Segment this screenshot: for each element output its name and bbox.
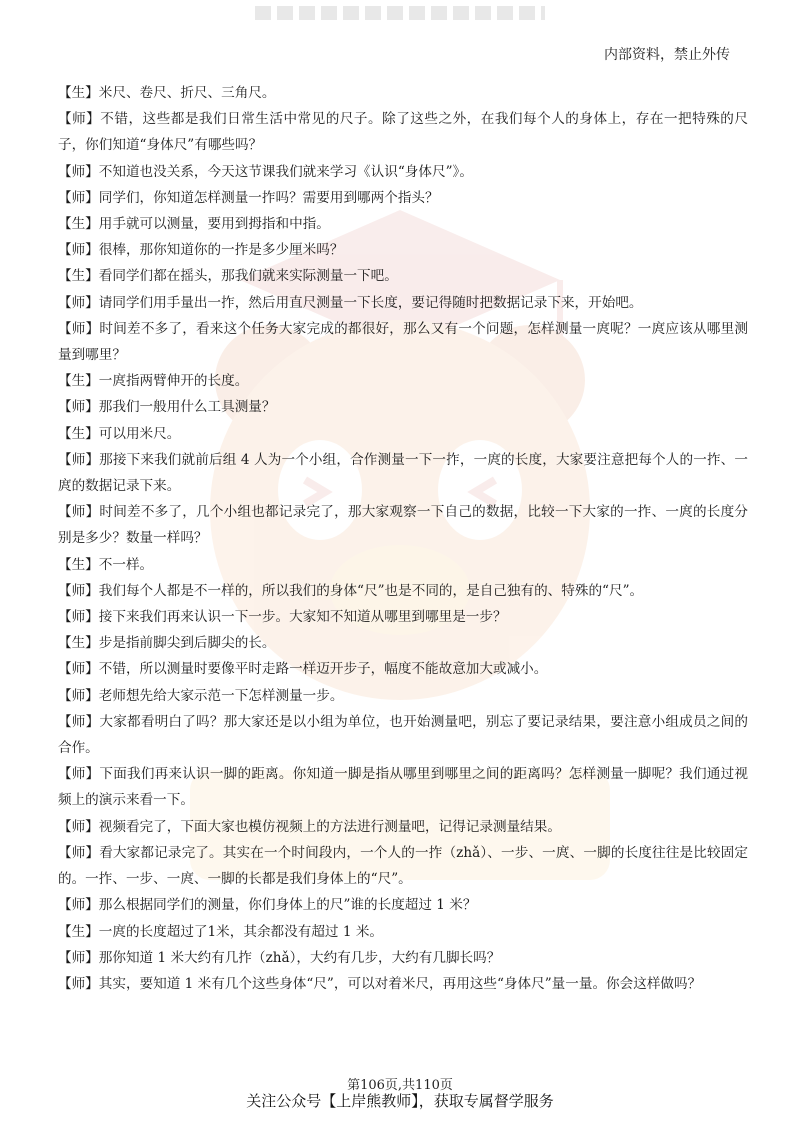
paragraph: 【师】那接下来我们就前后组 4 人为一个小组，合作测量一下一拃，一庹的长度，大家要注意把每个人的一拃、一庹的数据记录下来。 (58, 451, 748, 495)
paragraph: 【师】接下来我们再来认识一下一步。大家知不知道从哪里到哪里是一步？ (58, 609, 507, 626)
paragraph: 【生】不一样。 (58, 556, 154, 573)
paragraph: 【生】步是指前脚尖到后脚尖的长。 (58, 635, 276, 652)
paragraph: 【师】视频看完了，下面大家也模仿视频上的方法进行测量吧，记得记录测量结果。 (58, 818, 561, 835)
page-number: 第106页,共110页 (347, 1078, 453, 1093)
paragraph: 【师】不知道也没关系，今天这节课我们就来学习《认识“身体尺”》。 (58, 163, 473, 180)
paragraph: 【生】看同学们都在摇头，那我们就来实际测量一下吧。 (58, 268, 398, 285)
paragraph: 【师】时间差不多了，看来这个任务大家完成的都很好，那么又有一个问题，怎样测量一庹呢？一庹应该从哪里测量到哪里？ (58, 320, 748, 364)
paragraph: 【师】那我们一般用什么工具测量？ (58, 399, 276, 416)
paragraph: 【师】请同学们用手量出一拃，然后用直尺测量一下长度，要记得随时把数据记录下来，开始吧。 (58, 294, 643, 311)
paragraph: 【师】下面我们再来认识一脚的距离。你知道一脚是指从哪里到哪里之间的距离吗？怎样测量一脚呢？我们通过视频上的演示来看一下。 (58, 766, 748, 809)
top-cut-line (255, 6, 545, 20)
paragraph: 【师】大家都看明白了吗？那大家还是以小组为单位，也开始测量吧，别忘了要记录结果，要注意小组成员之间的合作。 (58, 713, 748, 757)
paragraph: 【生】用手就可以测量，要用到拇指和中指。 (58, 216, 330, 233)
paragraph: 【生】一庹指两臂伸开的长度。 (58, 373, 249, 390)
footer-promo: 关注公众号【上岸熊教师】，获取专属督学服务 (246, 1092, 554, 1110)
paragraph: 【师】那么根据同学们的测量，你们身体上的尺”谁的长度超过 1 米？ (58, 897, 477, 914)
paragraph: 【师】很棒，那你知道你的一拃是多少厘米吗？ (58, 242, 344, 259)
paragraph: 【师】时间差不多了，几个小组也都记录完了，那大家观察一下自己的数据，比较一下大家的一拃、一庹的长度分别是多少？数量一样吗？ (58, 504, 748, 547)
document-body (58, 80, 748, 997)
paragraph: 【生】米尺、卷尺、折尺、三角尺。 (58, 85, 276, 101)
paragraph: 【师】那你知道 1 米大约有几拃（zhǎ），大约有几步，大约有几脚长吗？ (58, 949, 501, 966)
paragraph: 【师】同学们，你知道怎样测量一拃吗？需要用到哪两个指头？ (58, 189, 439, 206)
paragraph: 【师】其实，要知道 1 米有几个这些身体“尺”，可以对着米尺，再用这些“身体尺”量一量。你会这样做吗？ (58, 975, 702, 992)
paragraph: 【师】不错，所以测量时要像平时走路一样迈开步子，幅度不能故意加大或减小。 (58, 661, 548, 678)
paragraph: 【师】老师想先给大家示范一下怎样测量一步。 (58, 687, 344, 704)
header-note: 内部资料，禁止外传 (604, 47, 730, 63)
paragraph: 【生】一庹的长度超过了1米，其余都没有超过 1 米。 (58, 923, 384, 940)
paragraph: 【师】我们每个人都是不一样的，所以我们的身体“尺”也是不同的，是自己独有的、特殊的“尺”。 (58, 582, 644, 599)
paragraph: 【生】可以用米尺。 (58, 425, 181, 442)
paragraph: 【师】看大家都记录完了。其实在一个时间段内，一个人的一拃（zhǎ）、一步、一庹、一脚的长度往往是比较固定的。一拃、一步、一庹、一脚的长都是我们身体上的“尺”。 (58, 844, 748, 888)
paragraph: 【师】不错，这些都是我们日常生活中常见的尺子。除了这些之外，在我们每个人的身体上，存在一把特殊的尺子，你们知道“身体尺”有哪些吗？ (58, 111, 748, 154)
